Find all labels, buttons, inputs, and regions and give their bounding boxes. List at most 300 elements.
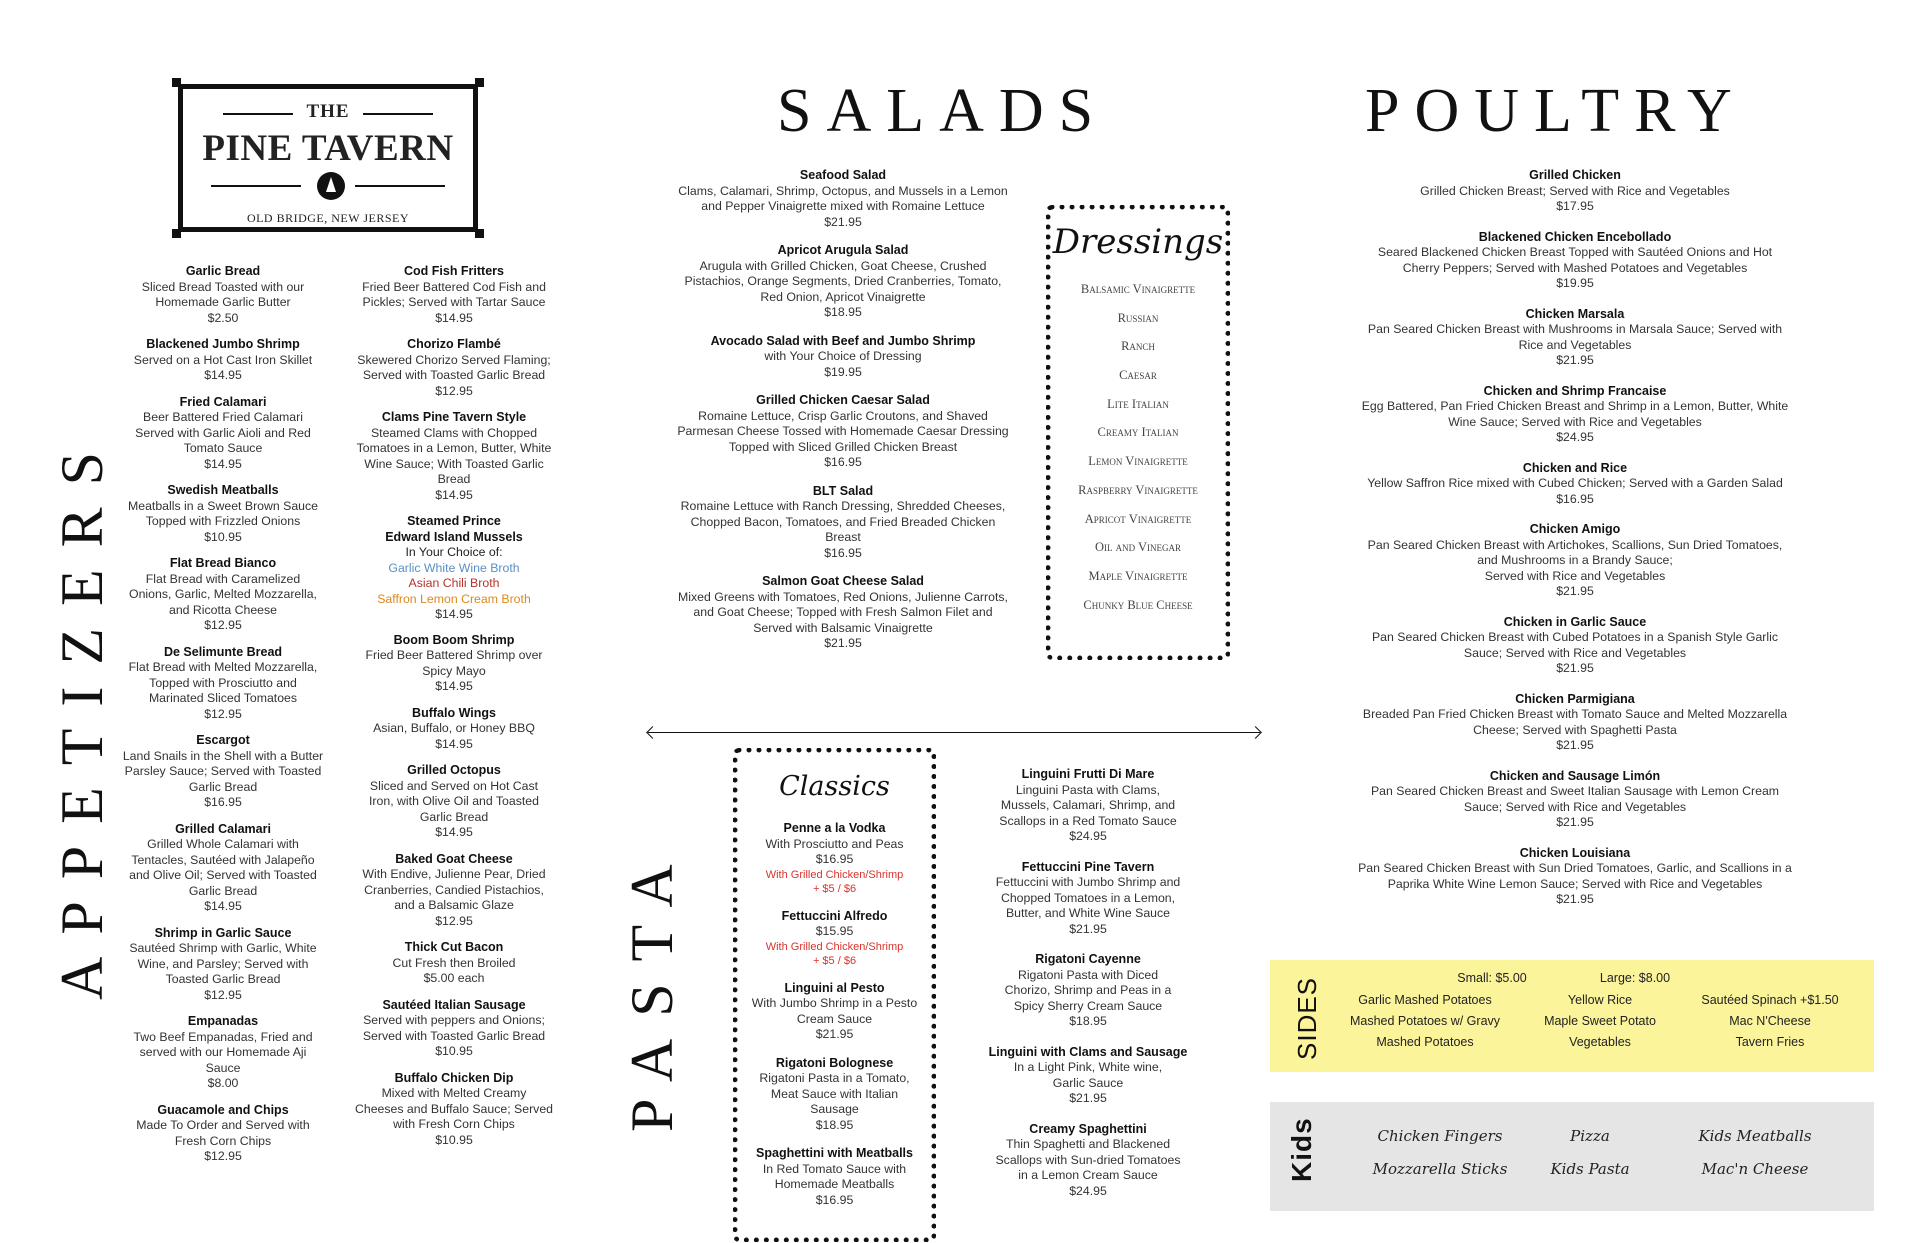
kids-item: Mac'n Cheese xyxy=(1701,1160,1809,1178)
item-price: $21.95 xyxy=(1069,1091,1107,1105)
kids-column xyxy=(1665,1120,1845,1186)
item-price: $21.95 xyxy=(1556,738,1594,752)
item-price: $21.95 xyxy=(824,636,862,650)
side-item: Tavern Fries xyxy=(1735,1035,1805,1049)
side-item: Maple Sweet Potato xyxy=(1544,1014,1656,1028)
side-item: Garlic Mashed Potatoes xyxy=(1358,993,1492,1007)
item-name: Rigatoni Bolognese xyxy=(775,1055,894,1070)
item-name: Spaghettini with Meatballs xyxy=(756,1146,913,1160)
item-desc: Scallops with Sun-dried Tomatoes xyxy=(995,1152,1181,1167)
menu-item xyxy=(1340,692,1810,754)
menu-item xyxy=(978,767,1198,845)
item-name: Chicken and Shrimp Francaise xyxy=(1483,383,1667,398)
logo-location: OLD BRIDGE, NEW JERSEY xyxy=(246,211,410,225)
item-desc: Served with Balsamic Vinaigrette xyxy=(753,620,933,635)
item-desc: with Fresh Corn Chips xyxy=(393,1117,515,1131)
dressing-item: Lite Italian xyxy=(1107,396,1169,411)
menu-item xyxy=(110,483,336,545)
menu-item xyxy=(340,763,568,841)
item-name: Grilled Chicken Caesar Salad xyxy=(756,393,930,407)
item-desc: Pistachios, Orange Segments, Dried Cranberries, Tomato, xyxy=(684,274,1002,288)
sides-panel xyxy=(1270,960,1874,1072)
menu-item xyxy=(663,574,1023,652)
menu-item xyxy=(340,410,568,503)
item-name: Baked Goat Cheese xyxy=(395,851,513,866)
item-name: Empanadas xyxy=(187,1014,259,1028)
item-name: Fettuccini Alfredo xyxy=(781,908,888,923)
item-desc: Garlic Sauce xyxy=(1052,1075,1124,1090)
item-price: $18.95 xyxy=(815,1117,854,1132)
item-desc: Mixed with Melted Creamy xyxy=(381,1086,527,1100)
menu-item xyxy=(340,852,568,930)
item-name: Apricot Arugula Salad xyxy=(777,243,909,257)
item-price: $18.95 xyxy=(824,305,862,319)
item-addon: With Grilled Chicken/Shrimp xyxy=(765,868,904,881)
menu-item xyxy=(663,334,1023,381)
item-desc: Topped with Sliced Grilled Chicken Breast xyxy=(728,439,958,454)
item-desc: Egg Battered, Pan Fried Chicken Breast and Shrimp in a Lemon, Butter, White xyxy=(1361,399,1789,413)
item-desc: Cherry Peppers; Served with Mashed Potatoes and Vegetables xyxy=(1402,260,1748,275)
menu-item xyxy=(978,860,1198,938)
logo-name: PINE TAVERN xyxy=(202,128,454,169)
item-price: $12.95 xyxy=(204,987,242,1002)
sides-large-price: Large: $8.00 xyxy=(1599,971,1671,985)
item-desc: Parsley Sauce; Served with Toasted xyxy=(124,764,322,778)
sides-column xyxy=(1680,990,1860,1053)
menu-item xyxy=(1340,230,1810,292)
item-desc: Iron, with Olive Oil and Toasted xyxy=(369,794,539,808)
dressings-box xyxy=(1046,205,1230,660)
item-desc: Chorizo, Shrimp and Peas in a xyxy=(1004,983,1172,997)
item-name: Avocado Salad with Beef and Jumbo Shrimp xyxy=(710,333,976,348)
item-name: Chicken Marsala xyxy=(1525,306,1625,321)
pine-tree-icon xyxy=(317,172,345,200)
kids-title: Kids xyxy=(1286,1117,1317,1182)
item-desc: and Goat Cheese; Topped with Fresh Salmon Filet and xyxy=(693,605,993,619)
item-price: $14.95 xyxy=(204,456,242,471)
item-price: $8.00 xyxy=(207,1076,239,1090)
item-name: Edward Island Mussels xyxy=(385,529,523,544)
item-desc: Cheese; Served with Spaghetti Pasta xyxy=(1473,722,1677,737)
item-name: Blackened Jumbo Shrimp xyxy=(146,337,300,351)
menu-item xyxy=(110,645,336,723)
item-desc: Flat Bread with Melted Mozzarella, xyxy=(128,660,318,674)
item-price: $16.95 xyxy=(815,1192,854,1207)
pasta-column xyxy=(978,767,1198,1214)
menu-item xyxy=(738,981,931,1043)
item-desc: Sautéed Shrimp with Garlic, White xyxy=(129,941,317,955)
classics-title: Classics xyxy=(779,771,890,802)
dressing-item: Lemon Vinaigrette xyxy=(1088,454,1188,469)
item-price: $14.95 xyxy=(435,310,473,325)
menu-item xyxy=(663,484,1023,562)
menu-item xyxy=(110,556,336,634)
item-name: Linguini Frutti Di Mare xyxy=(1021,767,1155,781)
item-desc: Flat Bread with Caramelized xyxy=(145,571,301,586)
menu-item xyxy=(110,733,336,811)
logo-rule xyxy=(211,185,301,187)
item-desc: Topped with Frizzled Onions xyxy=(145,514,301,528)
item-name: Chicken and Rice xyxy=(1522,460,1628,475)
item-desc: Spicy Sherry Cream Sauce xyxy=(1013,998,1163,1013)
item-name: Buffalo Wings xyxy=(412,705,496,720)
item-price: $24.95 xyxy=(1556,430,1594,444)
item-price: $14.95 xyxy=(204,899,242,913)
item-name: Fried Calamari xyxy=(179,394,267,409)
dressing-item: Oil and Vinegar xyxy=(1094,540,1182,555)
item-desc: Spicy Mayo xyxy=(422,663,486,678)
item-desc: Chopped Bacon, Tomatoes, and Fried Breaded Chicken xyxy=(690,514,996,529)
item-desc: In Your Choice of: xyxy=(405,545,503,559)
item-price: $12.95 xyxy=(435,383,473,398)
item-name: Chorizo Flambé xyxy=(407,337,501,351)
item-desc: Thin Spaghetti and Blackened xyxy=(1005,1137,1171,1151)
salads-column xyxy=(663,168,1023,665)
item-price: $12.95 xyxy=(204,1149,242,1163)
item-desc: Onions, Garlic, Melted Mozzarella, xyxy=(129,587,317,601)
item-desc: Romaine Lettuce, Crisp Garlic Croutons, and Shaved xyxy=(698,408,988,423)
item-desc: Served on a Hot Cast Iron Skillet xyxy=(133,352,313,367)
item-name: Chicken and Sausage Limón xyxy=(1489,768,1661,783)
menu-item xyxy=(340,264,568,326)
item-desc: and Olive Oil; Served with Toasted xyxy=(129,868,317,882)
item-addon: + $5 / $6 xyxy=(812,954,857,967)
broth-option: Saffron Lemon Cream Broth xyxy=(377,591,531,606)
item-name: Swedish Meatballs xyxy=(167,483,279,497)
item-desc: Topped with Prosciutto and xyxy=(149,675,297,690)
item-desc: with Your Choice of Dressing xyxy=(764,349,922,363)
item-desc: Toasted Garlic Bread xyxy=(165,972,281,986)
item-desc: Grilled Chicken Breast; Served with Rice and Vegetables xyxy=(1420,183,1730,198)
classics-box xyxy=(733,748,936,1242)
item-desc: Fresh Corn Chips xyxy=(174,1133,272,1148)
item-desc: Mixed Greens with Tomatoes, Red Onions, Julienne Carrots, xyxy=(678,589,1008,604)
item-desc: Rice and Vegetables xyxy=(1518,337,1632,352)
item-desc: Sauce; Served with Rice and Vegetables xyxy=(1463,799,1687,814)
menu-item xyxy=(738,1146,931,1208)
item-desc: Meatballs in a Sweet Brown Sauce xyxy=(127,498,319,513)
item-desc: Pan Seared Chicken Breast with Mushrooms in Marsala Sauce; Served with xyxy=(1367,322,1783,336)
item-desc: Breaded Pan Fried Chicken Breast with Tomato Sauce and Melted Mozzarella xyxy=(1362,707,1788,721)
side-item: Mashed Potatoes xyxy=(1376,1035,1474,1049)
menu-item xyxy=(110,822,336,915)
broth-option: Asian Chili Broth xyxy=(408,576,500,590)
item-price: $5.00 each xyxy=(423,971,485,985)
item-desc: Beer Battered Fried Calamari xyxy=(143,410,303,424)
kids-column xyxy=(1360,1120,1520,1186)
item-desc: Breast xyxy=(825,530,861,544)
item-desc: Cream Sauce xyxy=(796,1011,873,1026)
menu-item xyxy=(1340,307,1810,369)
item-price: $14.95 xyxy=(204,368,242,382)
item-desc: Clams, Calamari, Shrimp, Octopus, and Mussels in a Lemon xyxy=(678,183,1008,198)
item-name: De Selimunte Bread xyxy=(163,644,283,659)
menu-item xyxy=(110,264,336,326)
item-desc: Homemade Meatballs xyxy=(774,1177,895,1191)
menu-item xyxy=(663,243,1023,321)
item-price: $24.95 xyxy=(1069,1183,1107,1198)
item-name: Linguini al Pesto xyxy=(784,980,885,995)
item-name: Seafood Salad xyxy=(799,168,887,182)
menu-item xyxy=(978,1122,1198,1200)
dressings-title: Dressings xyxy=(1052,222,1224,262)
side-item: Mac N'Cheese xyxy=(1729,1014,1811,1028)
item-desc: Steamed Clams with Chopped xyxy=(370,425,538,440)
item-price: $16.95 xyxy=(824,545,862,560)
item-addon: + $5 / $6 xyxy=(812,882,857,895)
appetizers-right-column xyxy=(340,264,568,1159)
item-desc: In a Light Pink, White wine, xyxy=(1013,1060,1163,1074)
sides-title: SIDES xyxy=(1292,976,1322,1060)
item-desc: In Red Tomato Sauce with xyxy=(762,1161,907,1176)
kids-column xyxy=(1520,1120,1660,1186)
item-name: Sautéed Italian Sausage xyxy=(382,997,526,1012)
menu-item xyxy=(340,1071,568,1149)
item-desc: With Jumbo Shrimp in a Pesto xyxy=(751,996,918,1010)
item-desc: With Prosciutto and Peas xyxy=(765,836,904,851)
side-item: Mashed Potatoes w/ Gravy xyxy=(1349,1014,1501,1028)
item-desc: Served with Toasted Garlic Bread xyxy=(362,1028,546,1043)
item-desc: Wine Sauce; Served with Rice and Vegetables xyxy=(1448,414,1702,429)
item-name: Shrimp in Garlic Sauce xyxy=(154,925,292,940)
item-desc: Cranberries, Candied Pistachios, xyxy=(364,882,544,897)
menu-item xyxy=(738,1056,931,1134)
kids-item: Chicken Fingers xyxy=(1377,1127,1503,1145)
item-desc: Chopped Tomatoes in a Lemon, xyxy=(1000,890,1176,905)
pine-tavern-logo xyxy=(178,84,478,232)
menu-item xyxy=(1340,846,1810,908)
appetizers-title: APPETIZERS xyxy=(49,429,115,1000)
arrow-left-icon xyxy=(646,726,659,739)
item-price: $16.95 xyxy=(824,455,862,469)
item-desc: Served with Toasted Garlic Bread xyxy=(362,368,546,382)
dressing-item: Maple Vinaigrette xyxy=(1088,568,1188,583)
menu-item xyxy=(110,926,336,1004)
item-desc: Parmesan Cheese Tossed with Homemade Caesar Dressing xyxy=(677,424,1009,438)
item-desc: Pan Seared Chicken Breast with Cubed Potatoes in a Spanish Style Garlic xyxy=(1371,630,1779,644)
dressing-item: Balsamic Vinaigrette xyxy=(1080,282,1196,296)
item-price: $21.95 xyxy=(824,214,862,229)
item-name: Clams Pine Tavern Style xyxy=(381,410,527,424)
item-price: $17.95 xyxy=(1556,199,1594,213)
item-price: $10.95 xyxy=(435,1044,473,1058)
item-desc: Fried Beer Battered Shrimp over xyxy=(365,648,543,662)
menu-item xyxy=(340,706,568,753)
item-price: $12.95 xyxy=(435,913,473,928)
item-desc: Mussels, Calamari, Shrimp, and xyxy=(1000,798,1176,812)
menu-item xyxy=(1340,384,1810,446)
item-price: $18.95 xyxy=(1069,1014,1107,1028)
item-desc: Paprika White Wine Lemon Sauce; Served with Rice and Vegetables xyxy=(1387,876,1763,891)
item-name: Blackened Chicken Encebollado xyxy=(1478,229,1672,244)
item-desc: Made To Order and Served with xyxy=(136,1118,310,1132)
item-price: $12.95 xyxy=(204,706,242,721)
item-name: Escargot xyxy=(196,733,250,747)
item-desc: Arugula with Grilled Chicken, Goat Cheese, Crushed xyxy=(699,258,987,273)
item-price: $16.95 xyxy=(204,795,242,809)
side-item: Sautéed Spinach +$1.50 xyxy=(1701,993,1839,1007)
item-desc: Cut Fresh then Broiled xyxy=(392,955,516,970)
kids-item: Pizza xyxy=(1570,1127,1610,1145)
item-name: BLT Salad xyxy=(812,483,874,498)
menu-item-mussels xyxy=(340,514,568,623)
item-desc: Served with Rice and Vegetables xyxy=(1484,568,1666,583)
section-divider xyxy=(648,732,1260,733)
item-name: Salmon Goat Cheese Salad xyxy=(762,574,924,588)
item-name: Chicken Amigo xyxy=(1529,522,1621,536)
item-name: Chicken Louisiana xyxy=(1519,845,1631,860)
item-desc: Bread xyxy=(437,472,471,486)
item-desc: Sausage xyxy=(810,1102,859,1116)
item-desc: Fried Beer Battered Cod Fish and xyxy=(362,279,546,294)
dressing-item: Chunky Blue Cheese xyxy=(1083,597,1193,612)
item-desc: served with our Homemade Aji xyxy=(139,1045,307,1059)
item-desc: Land Snails in the Shell with a Butter xyxy=(122,748,324,763)
item-desc: Rigatoni Pasta with Diced xyxy=(1017,967,1159,982)
item-name: Garlic Bread xyxy=(185,264,261,278)
salads-title: SALADS xyxy=(777,77,1109,145)
dressing-item: Creamy Italian xyxy=(1097,425,1179,440)
item-desc: Asian, Buffalo, or Honey BBQ xyxy=(373,721,535,735)
item-desc: Pan Seared Chicken Breast and Sweet Italian Sausage with Lemon Cream xyxy=(1370,784,1780,798)
sides-column xyxy=(1515,990,1685,1053)
item-price: $15.95 xyxy=(815,924,854,938)
item-name: Penne a la Vodka xyxy=(783,821,886,835)
menu-item xyxy=(110,395,336,473)
item-desc: Sliced Bread Toasted with our xyxy=(141,279,305,294)
item-price: $19.95 xyxy=(1556,276,1594,290)
menu-item xyxy=(663,393,1023,471)
item-desc: in a Lemon Cream Sauce xyxy=(1018,1168,1158,1182)
item-price: $10.95 xyxy=(435,1132,473,1147)
menu-item xyxy=(110,1014,336,1092)
menu-item xyxy=(1340,769,1810,831)
dressing-item: Apricot Vinaigrette xyxy=(1084,511,1192,526)
item-desc: Sauce; Served with Rice and Vegetables xyxy=(1463,645,1687,660)
item-desc: Sliced and Served on Hot Cast xyxy=(369,778,539,793)
item-desc: Rigatoni Pasta in a Tomato, xyxy=(759,1071,910,1085)
item-desc: With Endive, Julienne Pear, Dried xyxy=(362,867,546,881)
dressing-item: Russian xyxy=(1117,310,1159,325)
dressing-item: Ranch xyxy=(1121,339,1155,354)
poultry-column xyxy=(1340,168,1810,923)
menu-item xyxy=(1340,522,1810,600)
menu-item xyxy=(978,1045,1198,1107)
menu-item xyxy=(340,998,568,1060)
logo-the: THE xyxy=(306,101,350,122)
pasta-title: PASTA xyxy=(619,842,685,1132)
item-name: Linguini with Clams and Sausage xyxy=(988,1044,1188,1059)
appetizers-left-column xyxy=(110,264,336,1176)
item-price: $14.95 xyxy=(435,607,473,621)
item-price: $21.95 xyxy=(815,1027,854,1041)
item-price: $14.95 xyxy=(435,679,473,693)
menu-item xyxy=(110,1103,336,1165)
item-desc: Tentacles, Sautéed with Jalapeño xyxy=(131,852,315,867)
item-price: $21.95 xyxy=(1556,353,1594,367)
item-price: $2.50 xyxy=(207,310,239,325)
item-price: $21.95 xyxy=(1556,892,1594,906)
item-desc: Pan Seared Chicken Breast with Sun Dried Tomatoes, Garlic, and Scallions in a xyxy=(1358,861,1792,875)
item-name: Creamy Spaghettini xyxy=(1029,1121,1147,1136)
item-name: Thick Cut Bacon xyxy=(404,940,504,954)
menu-item xyxy=(1340,461,1810,508)
item-price: $14.95 xyxy=(435,487,473,502)
item-desc: Tomato Sauce xyxy=(183,441,263,455)
item-desc: Pickles; Served with Tartar Sauce xyxy=(362,295,546,309)
item-desc: Garlic Bread xyxy=(419,809,489,824)
menu-item xyxy=(340,940,568,987)
item-name: Cod Fish Fritters xyxy=(403,264,504,278)
item-name: Chicken in Garlic Sauce xyxy=(1503,614,1647,629)
dressing-item: Caesar xyxy=(1119,368,1157,383)
side-item: Vegetables xyxy=(1569,1035,1631,1049)
menu-item xyxy=(340,633,568,695)
item-desc: Garlic Bread xyxy=(188,883,258,898)
item-desc: Skewered Chorizo Served Flaming; xyxy=(357,352,551,367)
logo-rule xyxy=(355,185,445,187)
item-price: $24.95 xyxy=(1069,829,1107,843)
item-desc: Yellow Saffron Rice mixed with Cubed Chicken; Served with a Garden Salad xyxy=(1367,476,1783,490)
item-desc: Fettuccini with Jumbo Shrimp and xyxy=(995,875,1181,889)
item-desc: Two Beef Empanadas, Fried and xyxy=(133,1029,313,1044)
item-name: Flat Bread Bianco xyxy=(169,556,277,570)
item-price: $16.95 xyxy=(1556,491,1594,506)
item-desc: and Pepper Vinaigrette mixed with Romaine Lettuce xyxy=(701,199,985,213)
item-price: $14.95 xyxy=(435,736,473,751)
menu-item xyxy=(110,337,336,384)
item-desc: Romaine Lettuce with Ranch Dressing, Shredded Cheeses, xyxy=(680,499,1006,513)
menu-item xyxy=(1340,168,1810,215)
menu-item xyxy=(978,952,1198,1030)
side-item: Yellow Rice xyxy=(1567,993,1633,1007)
item-price: $21.95 xyxy=(1069,921,1107,936)
item-desc: Meat Sauce with Italian xyxy=(770,1086,899,1101)
item-desc: Garlic Bread xyxy=(188,779,258,794)
dressing-item: Raspberry Vinaigrette xyxy=(1078,482,1198,497)
menu-item xyxy=(738,821,931,896)
item-addon: With Grilled Chicken/Shrimp xyxy=(765,940,904,953)
item-desc: Seared Blackened Chicken Breast Topped with Sautéed Onions and Hot xyxy=(1377,245,1773,259)
item-desc: and a Balsamic Glaze xyxy=(394,898,514,912)
item-desc: Cheeses and Buffalo Sauce; Served xyxy=(354,1101,554,1116)
broth-option: Garlic White Wine Broth xyxy=(388,560,520,575)
item-price: $14.95 xyxy=(435,825,473,839)
item-desc: Sauce xyxy=(205,1060,241,1075)
item-name: Buffalo Chicken Dip xyxy=(394,1070,514,1085)
item-name: Grilled Octopus xyxy=(407,763,501,777)
item-price: $12.95 xyxy=(204,618,242,632)
menu-item xyxy=(1340,615,1810,677)
item-desc: Served with peppers and Onions; xyxy=(363,1013,545,1027)
item-price: $21.95 xyxy=(1556,815,1594,829)
item-desc: Pan Seared Chicken Breast with Artichokes, Scallions, Sun Dried Tomatoes, xyxy=(1367,537,1783,552)
poultry-title: POULTRY xyxy=(1365,77,1747,145)
item-name: Steamed Prince xyxy=(407,514,501,528)
item-price: $21.95 xyxy=(1556,584,1594,598)
menu-item xyxy=(663,168,1023,230)
item-price: $10.95 xyxy=(204,529,242,544)
kids-item: Kids Pasta xyxy=(1550,1160,1630,1178)
item-name: Chicken Parmigiana xyxy=(1515,691,1635,706)
sides-small-price: Small: $5.00 xyxy=(1457,971,1527,985)
sides-column xyxy=(1340,990,1510,1053)
item-desc: Wine, and Parsley; Served with xyxy=(137,956,309,971)
kids-item: Kids Meatballs xyxy=(1698,1127,1812,1145)
item-price: $19.95 xyxy=(824,364,862,379)
kids-item: Mozzarella Sticks xyxy=(1372,1160,1508,1178)
item-desc: Scallops in a Red Tomato Sauce xyxy=(999,813,1177,828)
